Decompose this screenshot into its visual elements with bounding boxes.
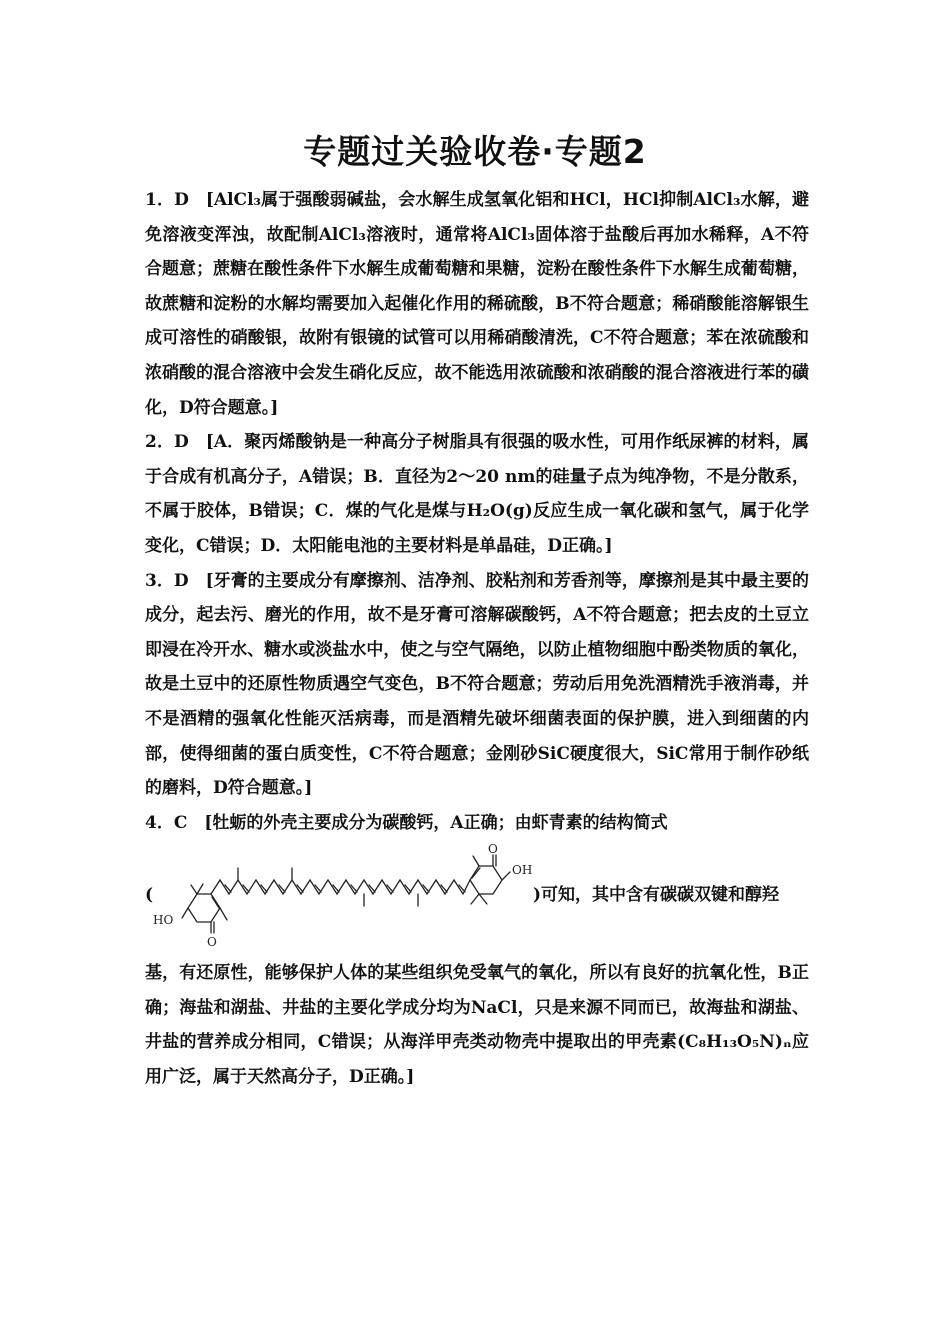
formula-hydroxyl-bottom: HO: [153, 913, 174, 928]
answer-4-text-rest: 基，有还原性，能够保护人体的某些组织免受氧气的氧化，所以有良好的抗氧化性，B正确；海盐和湖盐、井盐的主要化学成分均为NaCl，只是来源不同而已，故海盐和湖盐、井盐的营养成分相同，C错误；从海洋甲壳类动物壳中提取出的甲壳素(C₈H₁₃O₅N)ₙ应用广泛，属于天然高分子，D正确。]: [145, 963, 809, 1088]
answer-4-continued: [145, 956, 809, 1094]
answer-list: [145, 183, 809, 1095]
answer-3-number: 3．D: [145, 570, 189, 591]
astaxanthin-formula-row: [145, 844, 809, 956]
answer-4-number: 4．C: [145, 812, 188, 833]
answer-3: [145, 564, 809, 806]
formula-text-after: )可知，其中含有碳碳双键和醇羟: [533, 885, 780, 906]
answer-4-text-before: [牡蛎的外壳主要成分为碳酸钙，A正确；由虾青素的结构简式: [204, 812, 668, 833]
answer-2-number: 2．D: [145, 432, 189, 453]
page-title: 专题过关验收卷·专题2: [303, 132, 647, 171]
answer-4: [145, 806, 809, 841]
formula-hydroxyl-top: OH: [512, 863, 533, 878]
answer-1: [145, 183, 809, 425]
formula-paren-open: (: [145, 885, 154, 906]
answer-1-text: [AlCl₃属于强酸弱碱盐，会水解生成氢氧化铝和HCl，HCl抑制AlCl₃水解，避免溶液变浑浊，故配制AlCl₃溶液时，通常将AlCl₃固体溶于盐酸后再加水稀释，A不符合题意；蔗糖在酸性条件下水解生成葡萄糖和果糖，淀粉在酸性条件下水解生成葡萄糖，故蔗糖和淀粉的水解均需要加入起催化作用的稀硫酸，B不符合题意；稀硝酸能溶解银生成可溶性的硝酸银，故附有银镜的试管可以用稀硝酸清洗，C不符合题意；苯在浓硫酸和浓硝酸的混合溶液中会发生硝化反应，故不能选用浓硫酸和浓硝酸的混合溶液进行苯的磺化，D符合题意。]: [145, 190, 810, 418]
answer-1-number: 1．D: [145, 190, 189, 210]
formula-oxygen-bottom: O: [207, 935, 217, 950]
astaxanthin-structure: [149, 844, 533, 956]
answer-3-text: [牙膏的主要成分有摩擦剂、洁净剂、胶粘剂和芳香剂等，摩擦剂是其中最主要的成分，起去污、磨光的作用，故不是牙膏可溶解碳酸钙，A不符合题意；把去皮的土豆立即浸在冷开水、糖水或淡盐水中，使之与空气隔绝，以防止植物细胞中酚类物质的氧化，故是土豆中的还原性物质遇空气变色，B不符合题意；劳动后用免洗酒精洗手液消毒，并不是酒精的强氧化性能灭活病毒，而是酒精先破坏细菌表面的保护膜，进入到细菌的内部，使得细菌的蛋白质变性，C不符合题意；金刚砂SiC硬度很大，SiC常用于制作砂纸的磨料，D符合题意。]: [145, 570, 809, 799]
formula-oxygen-top: O: [488, 844, 498, 857]
answer-2: [145, 425, 809, 563]
answer-2-text: [A．聚丙烯酸钠是一种高分子树脂具有很强的吸水性，可用作纸尿裤的材料，属于合成有机高分子，A错误；B．直径为2～20 nm的硅量子点为纯净物，不是分散系，不属于胶体，B错误；C．煤的气化是煤与H₂O(g)反应生成一氧化碳和氢气，属于化学变化，C错误；D．太阳能电池的主要材料是单晶硅，D正确。]: [145, 432, 809, 556]
